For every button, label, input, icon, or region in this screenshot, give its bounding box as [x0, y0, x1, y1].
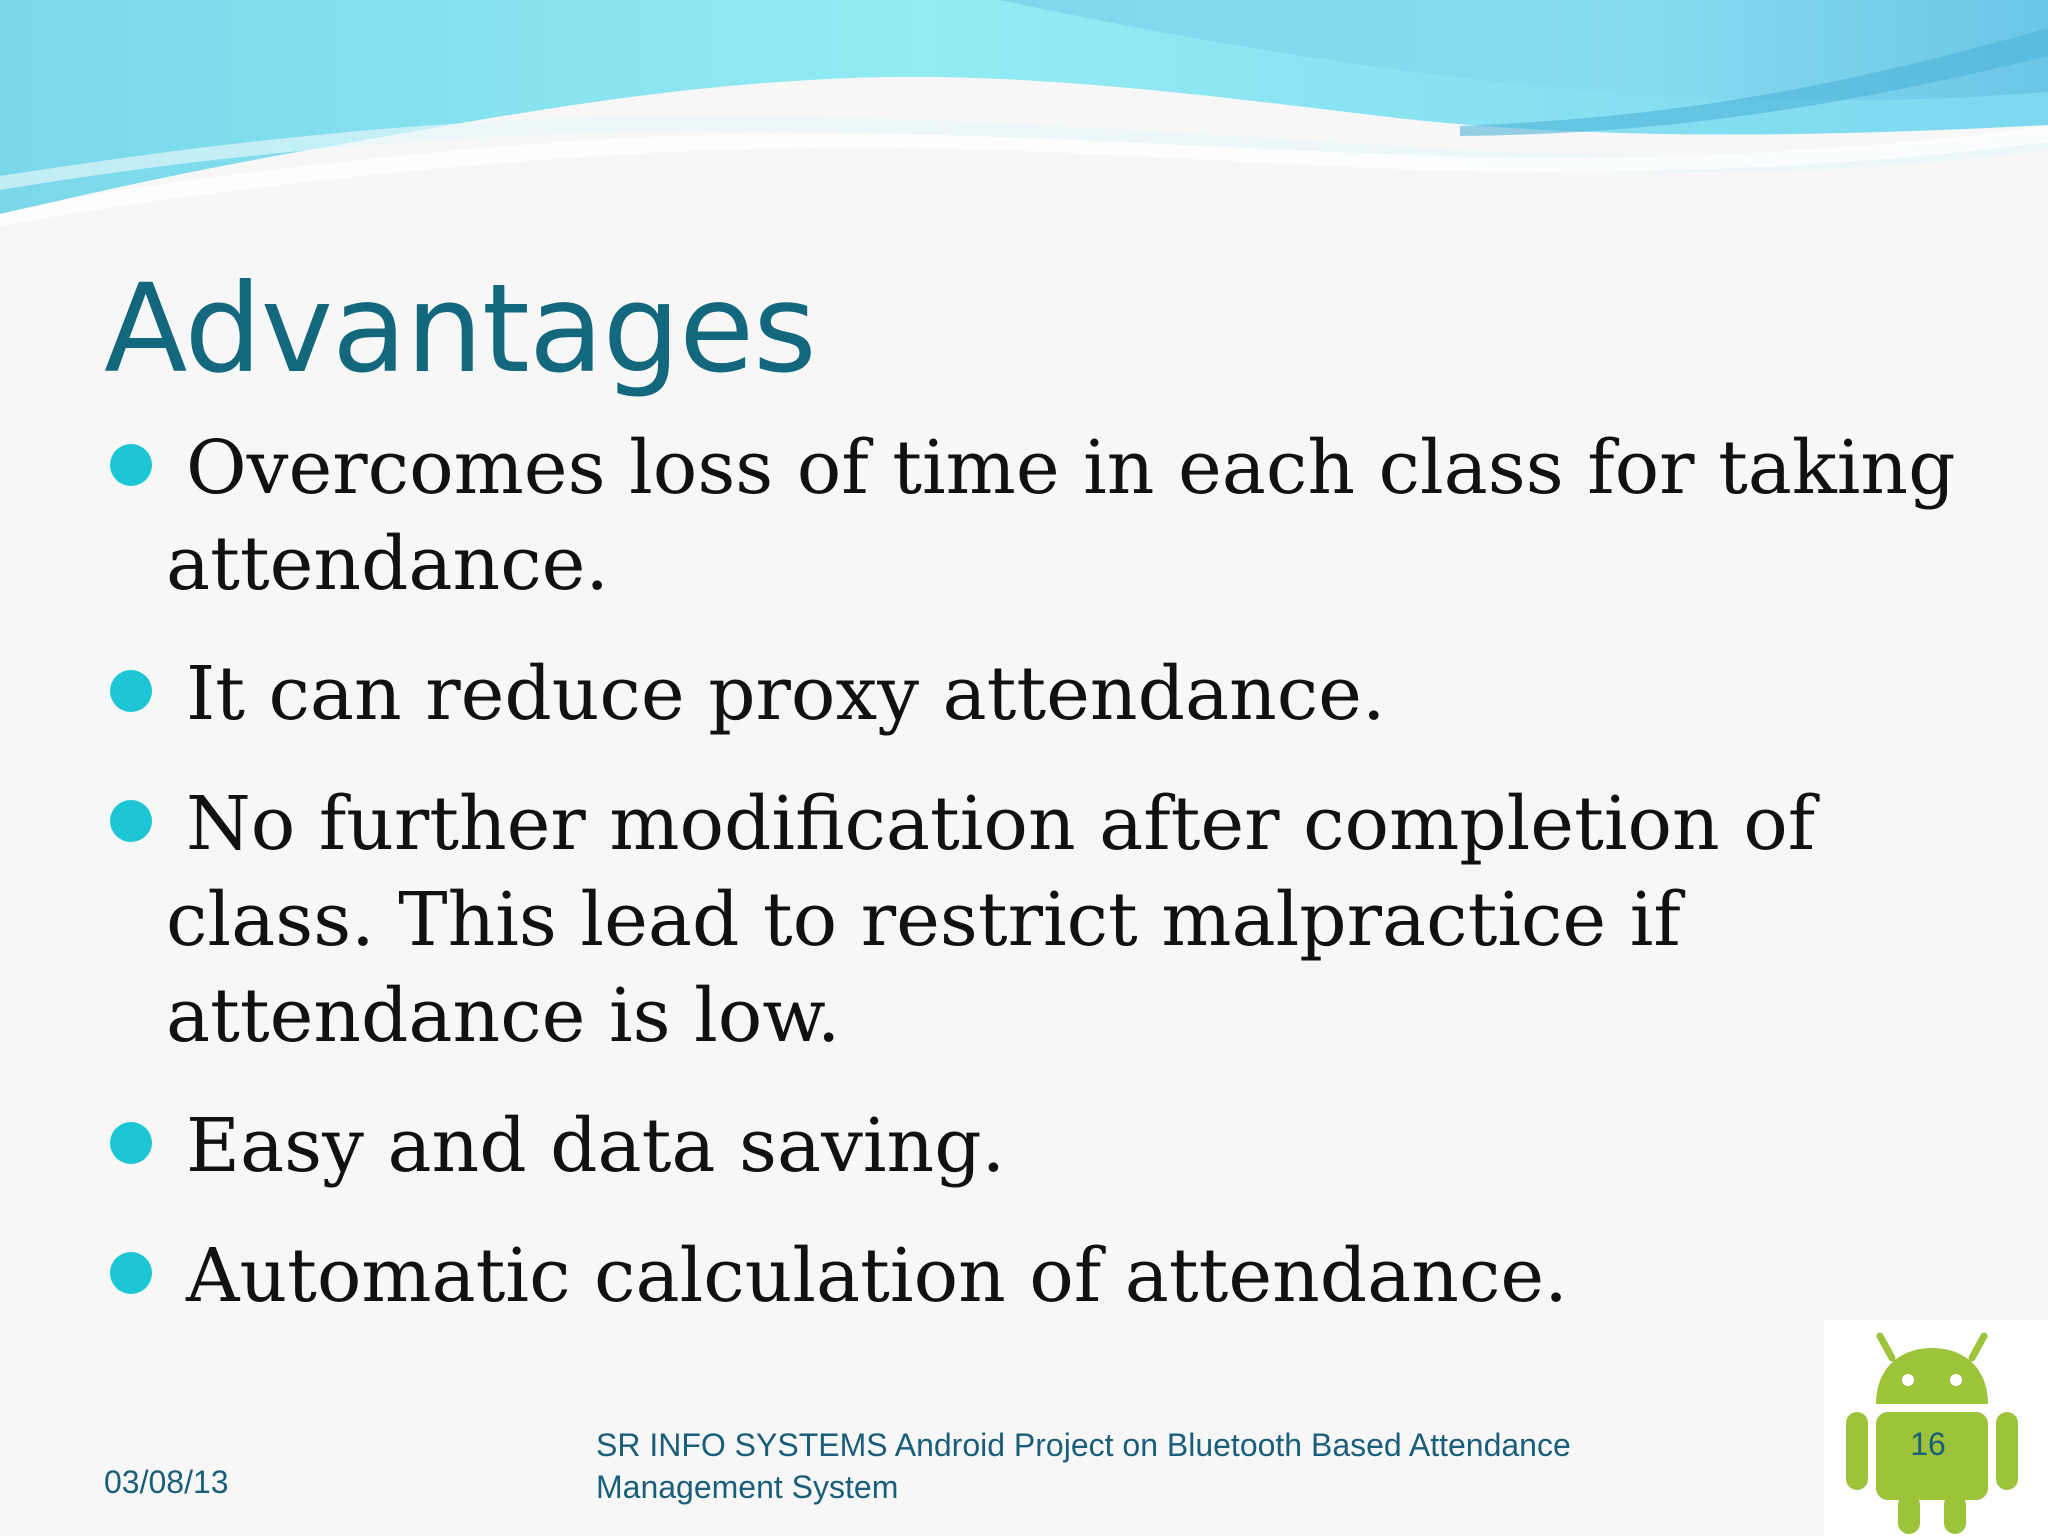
bullet-text: Overcomes loss of time in each class for taking attendance.: [166, 425, 1956, 607]
bullet-icon: [110, 444, 152, 486]
bullet-item: [110, 646, 1970, 742]
bullet-icon: [110, 1122, 152, 1164]
bullet-text: No further modification after completion of class. This lead to restrict malpractice if attendance is low.: [166, 781, 1816, 1059]
bullet-icon: [110, 1252, 152, 1294]
bullet-item: [110, 420, 1970, 612]
bullet-list: [110, 420, 1970, 1358]
page-number: 16: [1910, 1426, 1946, 1462]
bullet-icon: [110, 800, 152, 842]
bullet-item: [110, 776, 1970, 1064]
bullet-text: It can reduce proxy attendance.: [186, 651, 1386, 737]
bullet-text: Automatic calculation of attendance.: [186, 1233, 1568, 1319]
footer-text: SR INFO SYSTEMS Android Project on Bluetooth Based Attendance Management System: [596, 1427, 1571, 1505]
header-wave-decoration: [0, 0, 2048, 240]
footer-date: 03/08/13: [104, 1464, 229, 1500]
slide-title: Advantages: [104, 258, 816, 400]
bullet-item: [110, 1228, 1970, 1324]
bullet-icon: [110, 670, 152, 712]
bullet-item: [110, 1098, 1970, 1194]
bullet-text: Easy and data saving.: [186, 1103, 1006, 1189]
